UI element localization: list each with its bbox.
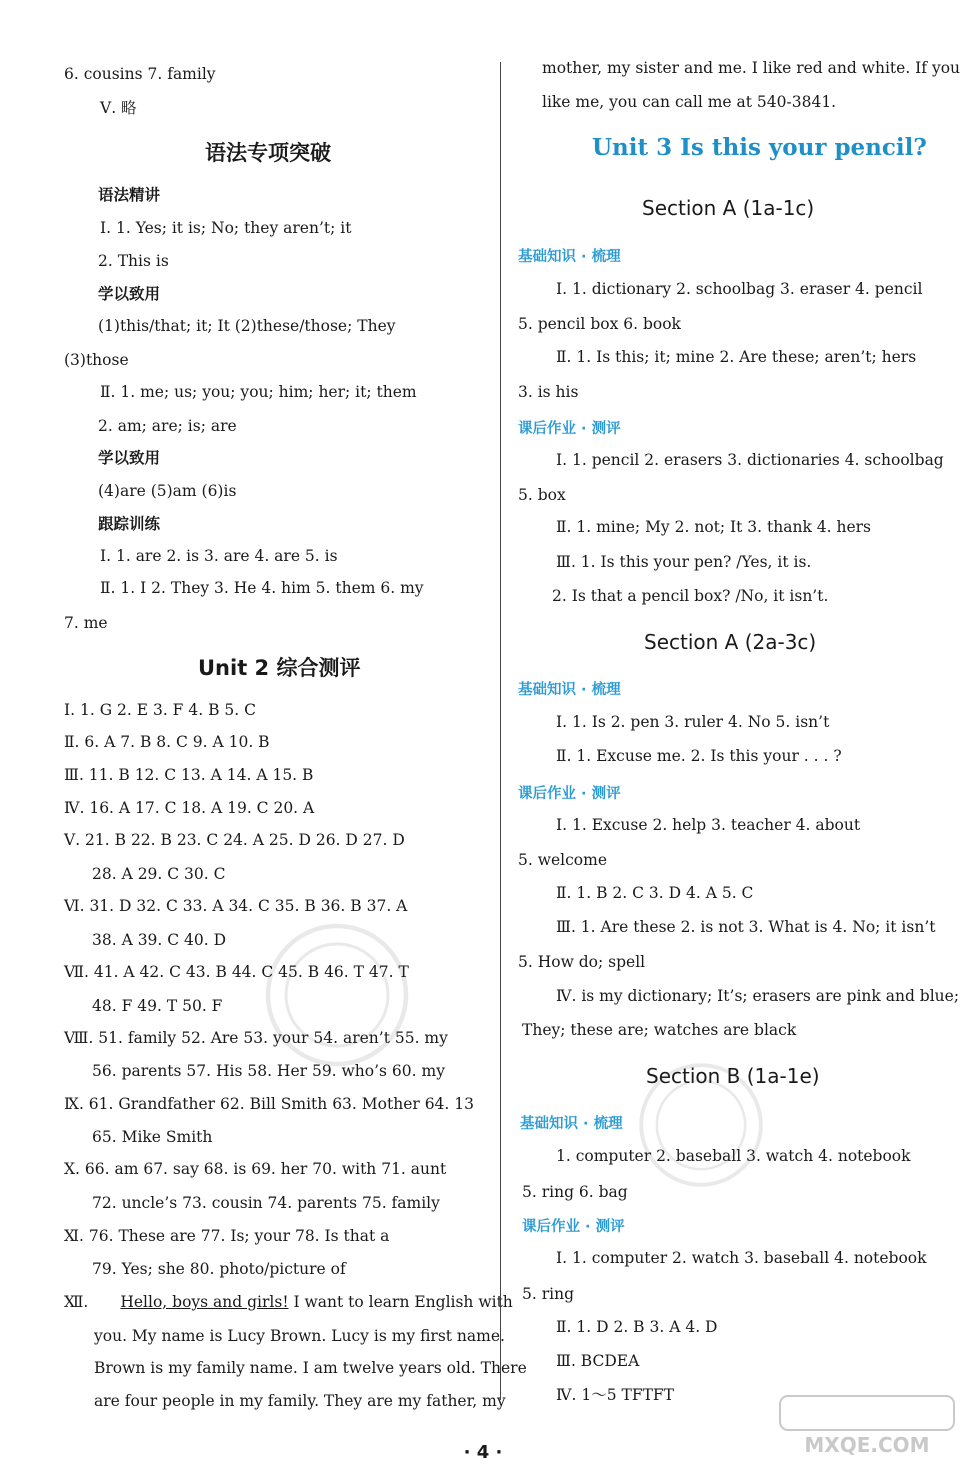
passage-text: I want to learn English with [288,1293,513,1311]
answer-line: Ⅱ. 1. Is this; it; mine 2. Are these; aren’t; hers [556,348,917,366]
answer-line: 5. welcome [518,851,607,869]
answer-line: Ⅱ. 1. Excuse me. 2. Is this your . . . ? [556,747,842,765]
answer-line: 2. am; are; is; are [98,417,237,435]
unit3-title: Unit 3 Is this your pencil? [592,134,927,161]
subheading: 语法精讲 [98,186,161,204]
answer-line: Ⅰ. 1. pencil 2. erasers 3. dictionaries 4. schoolbag [556,451,944,469]
section-title-unit2: Unit 2 综合测评 [198,656,361,680]
passage-line: mother, my sister and me. I like red and white. If you [542,59,961,77]
answer-line: 5. ring [522,1285,574,1303]
answer-line: Ⅺ. 76. These are 77. Is; your 78. Is that a [64,1227,390,1245]
answer-line: Ⅲ. 1. Are these 2. is not 3. What is 4. No; it isn’t [556,918,936,936]
underlined-greeting: Hello, boys and girls! [120,1293,289,1311]
answer-line: Ⅰ. 1. Yes; it is; No; they aren’t; it [100,219,352,237]
blue-subheading: 课后作业 · 测评 [518,786,621,802]
answer-line: Ⅰ. 1. Is 2. pen 3. ruler 4. No 5. isn’t [556,713,830,731]
section-numeral: Ⅻ. [64,1293,89,1311]
answer-line: 28. A 29. C 30. C [92,865,226,883]
answer-line: Ⅱ. 1. B 2. C 3. D 4. A 5. C [556,884,754,902]
answer-line: Ⅱ. 1. me; us; you; you; him; her; it; them [100,383,417,401]
answer-line: 6. cousins 7. family [64,65,216,83]
answer-line [64,1292,513,1312]
answer-line: 56. parents 57. His 58. Her 59. who’s 60. my [92,1062,445,1080]
answer-line: 72. uncle’s 73. cousin 74. parents 75. family [92,1194,440,1212]
answer-line: (4)are (5)am (6)is [98,482,237,500]
answer-line: Ⅰ. 1. dictionary 2. schoolbag 3. eraser 4. pencil [556,280,923,298]
section-title-grammar: 语法专项突破 [205,141,331,165]
answer-line: Ⅲ. 11. B 12. C 13. A 14. A 15. B [64,766,314,784]
answer-line: 2. Is that a pencil box? /No, it isn’t. [552,587,829,605]
blue-subheading: 基础知识 · 梳理 [518,682,621,698]
answer-line: 5. pencil box 6. book [518,315,681,333]
answer-line: (1)this/that; it; It (2)these/those; They [98,317,396,335]
answer-line: 5. box [518,486,566,504]
answer-line: Ⅰ. 1. computer 2. watch 3. baseball 4. notebook [556,1249,927,1267]
watermark-text: MXQE.COM [804,1433,930,1457]
blue-subheading: 基础知识 · 梳理 [520,1116,623,1132]
answer-line: 7. me [64,614,108,632]
passage-line: Brown is my family name. I am twelve years old. There [94,1359,527,1377]
faint-stamp-icon [636,1060,766,1190]
column-divider [500,62,501,1400]
answer-line: 3. is his [518,383,579,401]
answer-line: Ⅹ. 66. am 67. say 68. is 69. her 70. with 71. aunt [64,1160,447,1178]
answer-line: Ⅴ. 21. B 22. B 23. C 24. A 25. D 26. D 27. D [64,831,405,849]
answer-line: 5. How do; spell [518,953,646,971]
answer-line: Ⅳ. 1～5 TFTFT [556,1386,675,1404]
answer-line: Ⅱ. 1. mine; My 2. not; It 3. thank 4. hers [556,518,872,536]
answer-line: 2. This is [98,252,169,270]
section-heading: Section B (1a-1e) [646,1064,820,1088]
answer-line: Ⅷ. 51. family 52. Are 53. your 54. aren’t 55. my [64,1029,448,1047]
answer-line: (3)those [64,351,129,369]
answer-line: Ⅳ. 16. A 17. C 18. A 19. C 20. A [64,799,315,817]
answer-line: Ⅴ. 略 [100,99,137,117]
blue-subheading: 课后作业 · 测评 [518,421,621,437]
faint-stamp-icon [262,920,412,1070]
answer-line: 38. A 39. C 40. D [92,931,227,949]
answer-line: Ⅱ. 1. D 2. B 3. A 4. D [556,1318,718,1336]
passage-line: you. My name is Lucy Brown. Lucy is my first name. [94,1327,505,1345]
blue-subheading: 基础知识 · 梳理 [518,249,621,265]
answer-line: Ⅵ. 31. D 32. C 33. A 34. C 35. B 36. B 37. A [64,897,408,915]
answer-line: They; these are; watches are black [522,1021,797,1039]
blue-subheading: 课后作业 · 测评 [522,1219,625,1235]
passage-line: are four people in my family. They are my father, my [94,1392,506,1410]
answer-line: Ⅱ. 6. A 7. B 8. C 9. A 10. B [64,733,270,751]
answer-line: Ⅰ. 1. are 2. is 3. are 4. are 5. is [100,547,338,565]
answer-line: 79. Yes; she 80. photo/picture of [92,1260,346,1278]
answer-line: Ⅶ. 41. A 42. C 43. B 44. C 45. B 46. T 47. T [64,963,409,981]
page-number: · 4 · [463,1442,503,1463]
subheading: 跟踪训练 [98,515,161,533]
answer-line: 5. ring 6. bag [522,1183,628,1201]
answer-line: 48. F 49. T 50. F [92,997,223,1015]
answer-line: Ⅸ. 61. Grandfather 62. Bill Smith 63. Mother 64. 13 [64,1095,475,1113]
answer-line: Ⅱ. 1. I 2. They 3. He 4. him 5. them 6. my [100,579,424,597]
passage-line: like me, you can call me at 540-3841. [542,93,837,111]
answer-line: 1. computer 2. baseball 3. watch 4. notebook [556,1147,911,1165]
answer-line: 65. Mike Smith [92,1128,213,1146]
answer-line: Ⅰ. 1. G 2. E 3. F 4. B 5. C [64,701,256,719]
watermark-logo [778,1394,956,1458]
subheading: 学以致用 [98,285,161,303]
answer-line: Ⅳ. is my dictionary; It’s; erasers are pink and blue; [556,987,960,1005]
answer-line: Ⅰ. 1. Excuse 2. help 3. teacher 4. about [556,816,861,834]
answer-line: Ⅲ. 1. Is this your pen? /Yes, it is. [556,553,812,571]
section-heading: Section A (1a-1c) [642,196,815,220]
answer-line: Ⅲ. BCDEA [556,1352,640,1370]
subheading: 学以致用 [98,449,161,467]
section-heading: Section A (2a-3c) [644,630,817,654]
